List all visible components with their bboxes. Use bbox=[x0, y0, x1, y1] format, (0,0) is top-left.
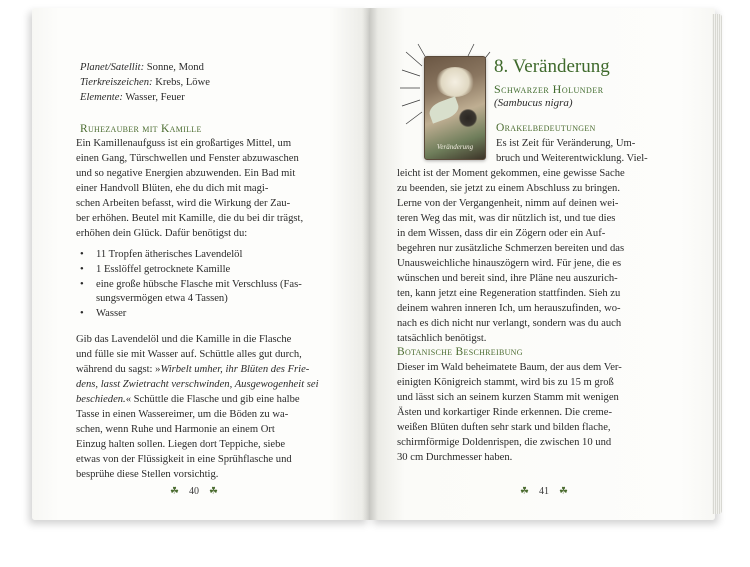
text-line bbox=[76, 469, 218, 480]
elderflower-cluster bbox=[435, 67, 475, 97]
section-heading-ruhezauber: Ruhezauber mit Kamille bbox=[80, 123, 202, 135]
text-line: Unausweichliche hinauszögern wird. Für jene, die es bbox=[397, 258, 622, 269]
text-line: begehren nur zusätzliche Schmerzen bereiten und das bbox=[397, 243, 625, 254]
text-line bbox=[76, 454, 292, 465]
text-line bbox=[76, 349, 302, 360]
text-run-italic: beschieden. bbox=[76, 394, 126, 405]
correspondence-value: Krebs, Löwe bbox=[152, 77, 210, 88]
ingredient-item: • 11 Tropfen ätherisches Lavendelöl bbox=[76, 248, 352, 263]
text-line: erhöhen dein Glück. Dafür benötigst du: bbox=[76, 228, 248, 239]
text-line: tatsächlich benötigst. bbox=[397, 333, 487, 344]
leaf-ornament-icon: ☘ bbox=[208, 486, 218, 497]
text-line: schen Arbeiten befasst, wird die Wirkung der Zau- bbox=[76, 198, 291, 209]
text-run: Gib das Lavendelöl und die Kamille in die Flasche bbox=[76, 334, 292, 345]
correspondence-value: Wasser, Feuer bbox=[122, 92, 185, 103]
text-line: Ein Kamillenaufguss ist ein großartiges Mittel, um bbox=[76, 138, 292, 149]
ingredient-item: • eine große hübsche Flasche mit Verschluss (Fas- sungsvermögen etwa 4 Tassen) bbox=[76, 278, 352, 308]
correspondence-line bbox=[80, 77, 210, 88]
text-line: ber erhöhen. Beutel mit Kamille, die du bei dir trägst, bbox=[76, 213, 304, 224]
text-run-italic: Wirbelt umher, ihr Blüten des Frie- bbox=[160, 364, 310, 375]
text-line bbox=[76, 424, 275, 435]
correspondence-line bbox=[80, 62, 204, 73]
text-run: Tasse in einen Wassereimer, um die Böden zu wa- bbox=[76, 409, 289, 420]
text-run-italic: dens, lasst Zwietracht verschwinden, Ausgewogenheit sei bbox=[76, 379, 319, 390]
text-run: schen, wenn Ruhe und Harmonie an einem Ort bbox=[76, 424, 275, 435]
text-line: leicht ist der Moment gekommen, eine gewisse Sache bbox=[397, 168, 625, 179]
correspondence-label: Elemente: bbox=[80, 92, 123, 103]
text-line: und so negative Energien abzuwenden. Ein Bad mit bbox=[76, 168, 296, 179]
correspondence-value: Sonne, Mond bbox=[144, 62, 204, 73]
elderberry-cluster bbox=[459, 109, 477, 127]
page-number-left bbox=[170, 486, 218, 497]
text-run: etwas von der Flüssigkeit in eine Sprühflasche und bbox=[76, 454, 292, 465]
text-line: weißen Blüten duften sehr stark und bilden flache, bbox=[397, 422, 611, 433]
text-line: zu beenden, sie jetzt zu einem Abschluss zu bringen. bbox=[397, 183, 620, 194]
text-line: einen Gang, Türschwellen und Fenster abzuwaschen bbox=[76, 153, 299, 164]
text-line bbox=[76, 394, 300, 405]
text-line bbox=[76, 364, 309, 375]
text-line: teren Weg das mit, was dir nützlich ist, und tue dies bbox=[397, 213, 616, 224]
text-line: Dieser im Wald beheimatete Baum, der aus dem Ver- bbox=[397, 362, 622, 373]
page-edge-stack bbox=[712, 14, 722, 514]
page-number-label: 40 bbox=[188, 486, 199, 497]
leaf-ornament-icon: ☘ bbox=[520, 486, 529, 497]
text-line: einer Handvoll Blüten, ehe du dich mit magi- bbox=[76, 183, 269, 194]
text-run: Einzug halten sollen. Liegen dort Teppiche, siebe bbox=[76, 439, 286, 450]
correspondence-label: Planet/Satellit: bbox=[80, 62, 145, 73]
card-label: Veränderung bbox=[436, 143, 474, 151]
chapter-title: 8. Veränderung bbox=[494, 56, 610, 77]
section-heading-botanik: Botanische Beschreibung bbox=[397, 346, 523, 358]
correspondence-line bbox=[80, 92, 185, 103]
plant-latin-name: (Sambucus nigra) bbox=[494, 97, 573, 109]
text-line bbox=[76, 439, 285, 450]
leaf-ornament-icon: ☘ bbox=[558, 486, 568, 497]
text-line: wünschen und bereit sind, ihre Pläne neu auszurich- bbox=[397, 273, 618, 284]
leaf-shape bbox=[427, 96, 461, 123]
text-run: « Schüttle die Flasche und gib eine halbe bbox=[125, 394, 300, 405]
page-number-label: 41 bbox=[538, 486, 549, 497]
book-gutter bbox=[362, 8, 378, 520]
text-line bbox=[76, 379, 319, 390]
text-line: einigten Königreich stammt, wird bis zu 15 m groß bbox=[397, 377, 614, 388]
page-number-right bbox=[520, 486, 568, 497]
text-line bbox=[76, 334, 291, 345]
text-line: schirmförmige Doldenrispen, die zwischen 10 und bbox=[397, 437, 612, 448]
plant-common-name: Schwarzer Holunder bbox=[494, 82, 604, 96]
text-line: und lässt sich an seinem kurzen Stamm mit wenigen bbox=[397, 392, 619, 403]
text-line: in dem Wissen, dass dir ein Zögern oder ein Auf- bbox=[397, 228, 606, 239]
text-line bbox=[76, 409, 288, 420]
ingredient-item: • 1 Esslöffel getrocknete Kamille bbox=[76, 263, 352, 278]
text-line: ten, kann jetzt eine Regeneration stattfinden. Sieh zu bbox=[397, 288, 621, 299]
text-line: 30 cm Durchmesser haben. bbox=[397, 452, 513, 463]
correspondence-label: Tierkreiszeichen: bbox=[80, 77, 153, 88]
ingredient-item: • Wasser bbox=[76, 307, 352, 322]
oracle-card-image bbox=[424, 56, 486, 160]
leaf-ornament-icon: ☘ bbox=[170, 486, 179, 497]
text-line: nach es dich nicht nur verlangt, sondern was du auch bbox=[397, 318, 622, 329]
text-line: Ästen und korkartiger Rinde erkennen. Die creme- bbox=[397, 407, 613, 418]
text-line: deinem wahren inneren Ich, um herauszufinden, wo- bbox=[397, 303, 621, 314]
text-run: während du sagst: » bbox=[76, 364, 161, 375]
text-line: Es ist Zeit für Veränderung, Um- bbox=[496, 138, 636, 149]
text-run: und fülle sie mit Wasser auf. Schüttle alles gut durch, bbox=[76, 349, 302, 360]
section-heading-orakel: Orakelbedeutungen bbox=[496, 122, 596, 134]
text-line: Lerne von der Vergangenheit, nimm auf deinen wei- bbox=[397, 198, 619, 209]
text-run: besprühe diese Stellen vorsichtig. bbox=[76, 469, 219, 480]
text-line: bruch und Weiterentwicklung. Viel- bbox=[496, 153, 648, 164]
ingredient-list bbox=[76, 248, 352, 322]
